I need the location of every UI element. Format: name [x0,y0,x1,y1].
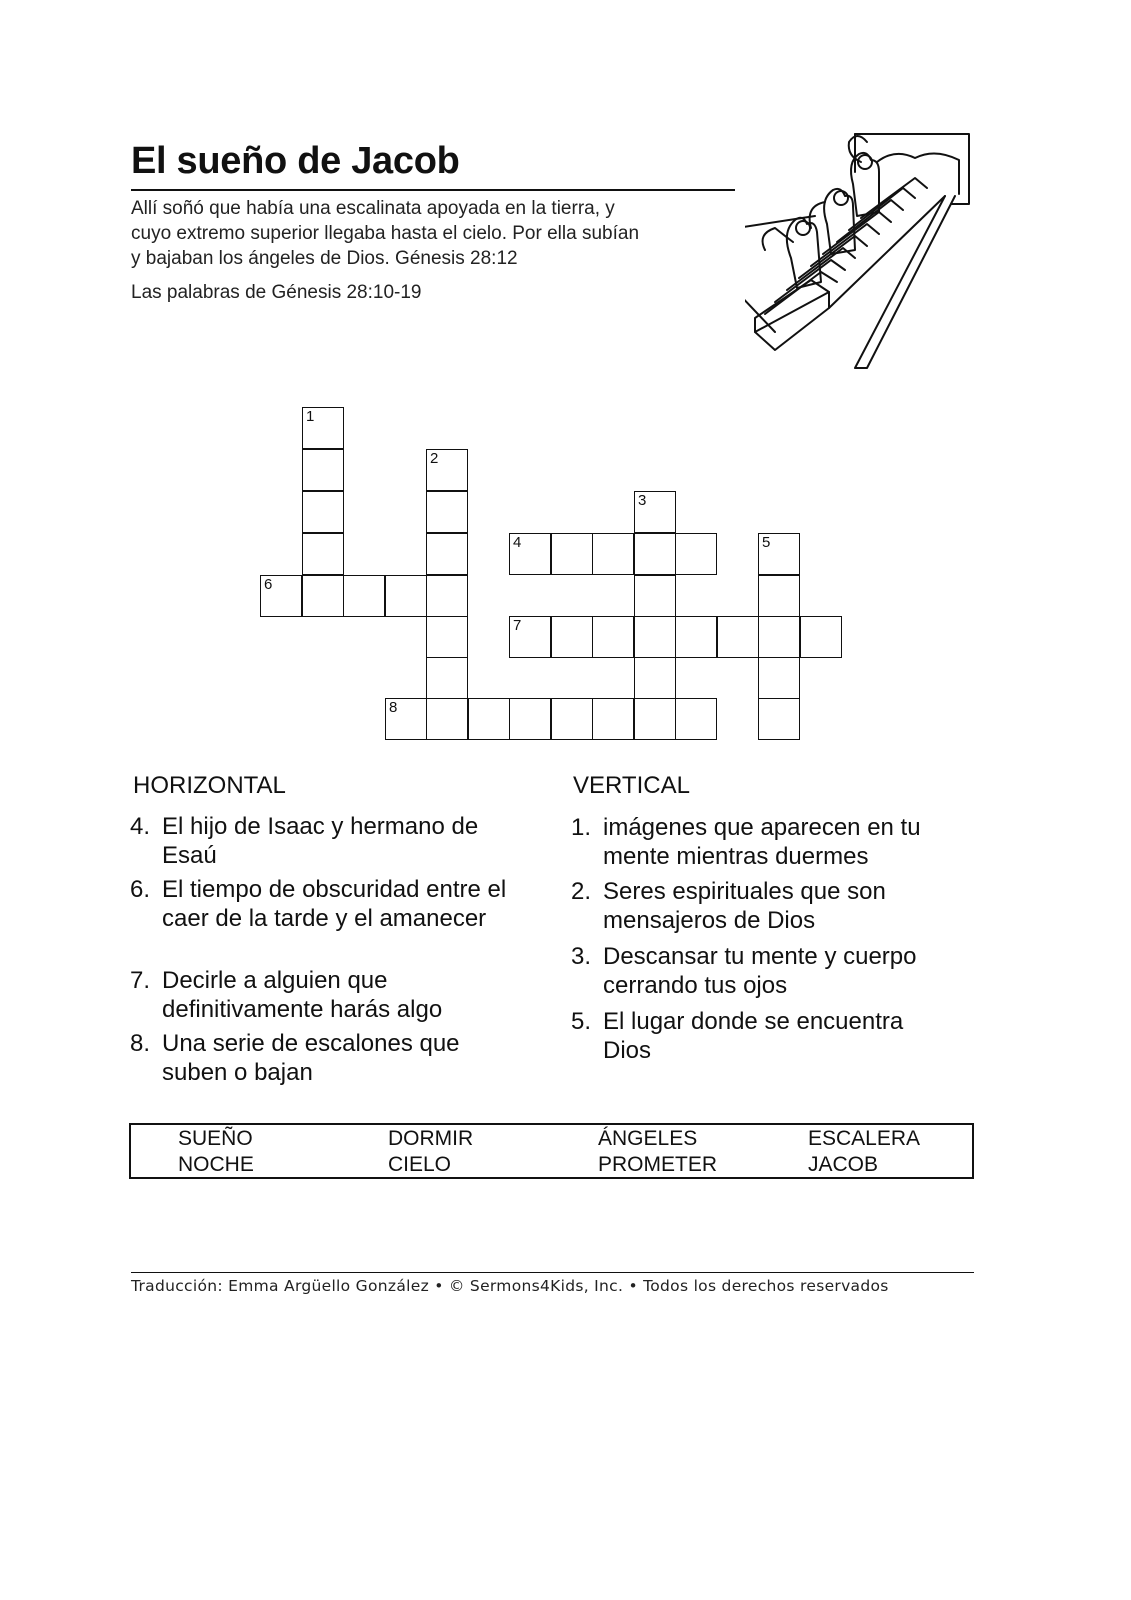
clue-item-text: El hijo de Isaac y hermano de [162,813,479,840]
crossword-cell[interactable] [551,533,593,575]
clue-item-text: Esaú [162,842,217,869]
clue-item-text: Decirle a alguien que [162,967,388,994]
word-bank-item: ÁNGELES [598,1127,698,1150]
clue-item-text: definitivamente harás algo [162,996,443,1023]
clue-item-text: Una serie de escalones que [162,1030,460,1057]
crossword-cell[interactable] [675,616,717,658]
clue-item-number: 4. [130,813,151,840]
clue-item [571,1007,903,1065]
crossword-cell[interactable] [758,533,800,575]
clue-number: 4 [513,534,522,551]
crossword-cell[interactable] [634,575,676,617]
word-bank-item: ESCALERA [808,1127,921,1150]
crossword-cell[interactable] [426,698,468,740]
clue-item-text: suben o bajan [162,1059,313,1086]
clue-number: 7 [513,617,522,634]
crossword-cell[interactable] [675,533,717,575]
clue-item-number: 7. [130,967,151,994]
clue-item-text: cerrando tus ojos [603,972,788,999]
crossword-cell[interactable] [468,698,510,740]
clue-number: 5 [762,534,771,551]
vertical-heading: VERTICAL [573,772,690,799]
word-bank-item: NOCHE [178,1153,254,1176]
clue-number: 1 [306,408,315,425]
crossword-cell[interactable] [551,616,593,658]
clue-item-number: 6. [130,876,151,903]
verse-line: Allí soñó que había una escalinata apoyada en la tierra, y [131,198,615,219]
crossword-cell[interactable] [634,616,676,658]
crossword-cell[interactable] [302,533,344,575]
crossword-cell[interactable] [302,407,344,449]
crossword-cell[interactable] [551,698,593,740]
crossword-cell[interactable] [509,533,551,575]
crossword-cell[interactable] [634,491,676,533]
clue-item-number: 5. [571,1008,592,1035]
word-bank [129,1123,974,1179]
bible-verse [131,196,731,271]
clue-item-text: mensajeros de Dios [603,907,816,934]
clue-item-number: 8. [130,1030,151,1057]
crossword-cell[interactable] [302,491,344,533]
word-bank-item: SUEÑO [178,1127,253,1150]
clue-item-text: Dios [603,1037,652,1064]
clue-item-text: mente mientras duermes [603,843,869,870]
verse-line: cuyo extremo superior llegaba hasta el cielo. Por ella subían [131,223,640,244]
clue-item [130,812,478,870]
crossword-cell[interactable] [426,575,468,617]
crossword-cell[interactable] [509,616,551,658]
crossword-cell[interactable] [634,533,676,575]
jacob-ladder-angels-icon [745,132,975,372]
crossword-cell[interactable] [426,449,468,491]
clue-item-text: caer de la tarde y el amanecer [162,905,487,932]
clue-item [571,813,921,871]
horizontal-heading: HORIZONTAL [133,772,286,799]
title-underline [131,189,735,191]
clue-item [571,942,917,1000]
clue-item-number: 3. [571,943,592,970]
clue-item-text: El tiempo de obscuridad entre el [162,876,507,903]
crossword-cell[interactable] [509,698,551,740]
crossword-cell[interactable] [717,616,759,658]
crossword-cell[interactable] [302,575,344,617]
crossword-cell[interactable] [592,616,634,658]
crossword-cell[interactable] [385,575,427,617]
footer-credits: Traducción: Emma Argüello González • © Sermons4Kids, Inc. • Todos los derechos reservados [131,1277,889,1295]
clue-number: 6 [264,576,273,593]
clue-item-number: 2. [571,878,592,905]
crossword-cell[interactable] [800,616,842,658]
clue-item-text: Seres espirituales que son [603,878,886,905]
footer-divider [131,1272,974,1273]
crossword-cell[interactable] [260,575,302,617]
word-bank-item: CIELO [388,1153,452,1176]
crossword-cell[interactable] [634,698,676,740]
clue-item-text: imágenes que aparecen en tu [603,814,921,841]
crossword-cell[interactable] [426,657,468,699]
clue-item [130,875,506,933]
clue-item [130,1029,460,1087]
verse-line: y bajaban los ángeles de Dios. Génesis 28:12 [131,248,518,269]
clue-item [130,966,442,1024]
clue-number: 8 [389,699,398,716]
crossword-cell[interactable] [302,449,344,491]
page-title: El sueño de Jacob [131,140,460,182]
crossword-cell[interactable] [634,657,676,699]
crossword-cell[interactable] [758,657,800,699]
word-bank-item: DORMIR [388,1127,474,1150]
crossword-cell[interactable] [426,616,468,658]
clue-number: 3 [638,492,647,509]
crossword-cell[interactable] [385,698,427,740]
crossword-cell[interactable] [758,575,800,617]
word-bank-item: PROMETER [598,1153,718,1176]
clue-item [571,877,886,935]
clue-number: 2 [430,450,439,467]
scripture-reference: Las palabras de Génesis 28:10-19 [131,282,422,303]
clue-item-number: 1. [571,814,592,841]
crossword-cell[interactable] [592,533,634,575]
crossword-cell[interactable] [343,575,385,617]
crossword-cell[interactable] [426,533,468,575]
clue-item-text: Descansar tu mente y cuerpo [603,943,917,970]
crossword-cell[interactable] [758,616,800,658]
clue-item-text: El lugar donde se encuentra [603,1008,904,1035]
word-bank-item: JACOB [808,1153,879,1176]
crossword-cell[interactable] [592,698,634,740]
crossword-cell[interactable] [675,698,717,740]
crossword-cell[interactable] [758,698,800,740]
crossword-cell[interactable] [426,491,468,533]
